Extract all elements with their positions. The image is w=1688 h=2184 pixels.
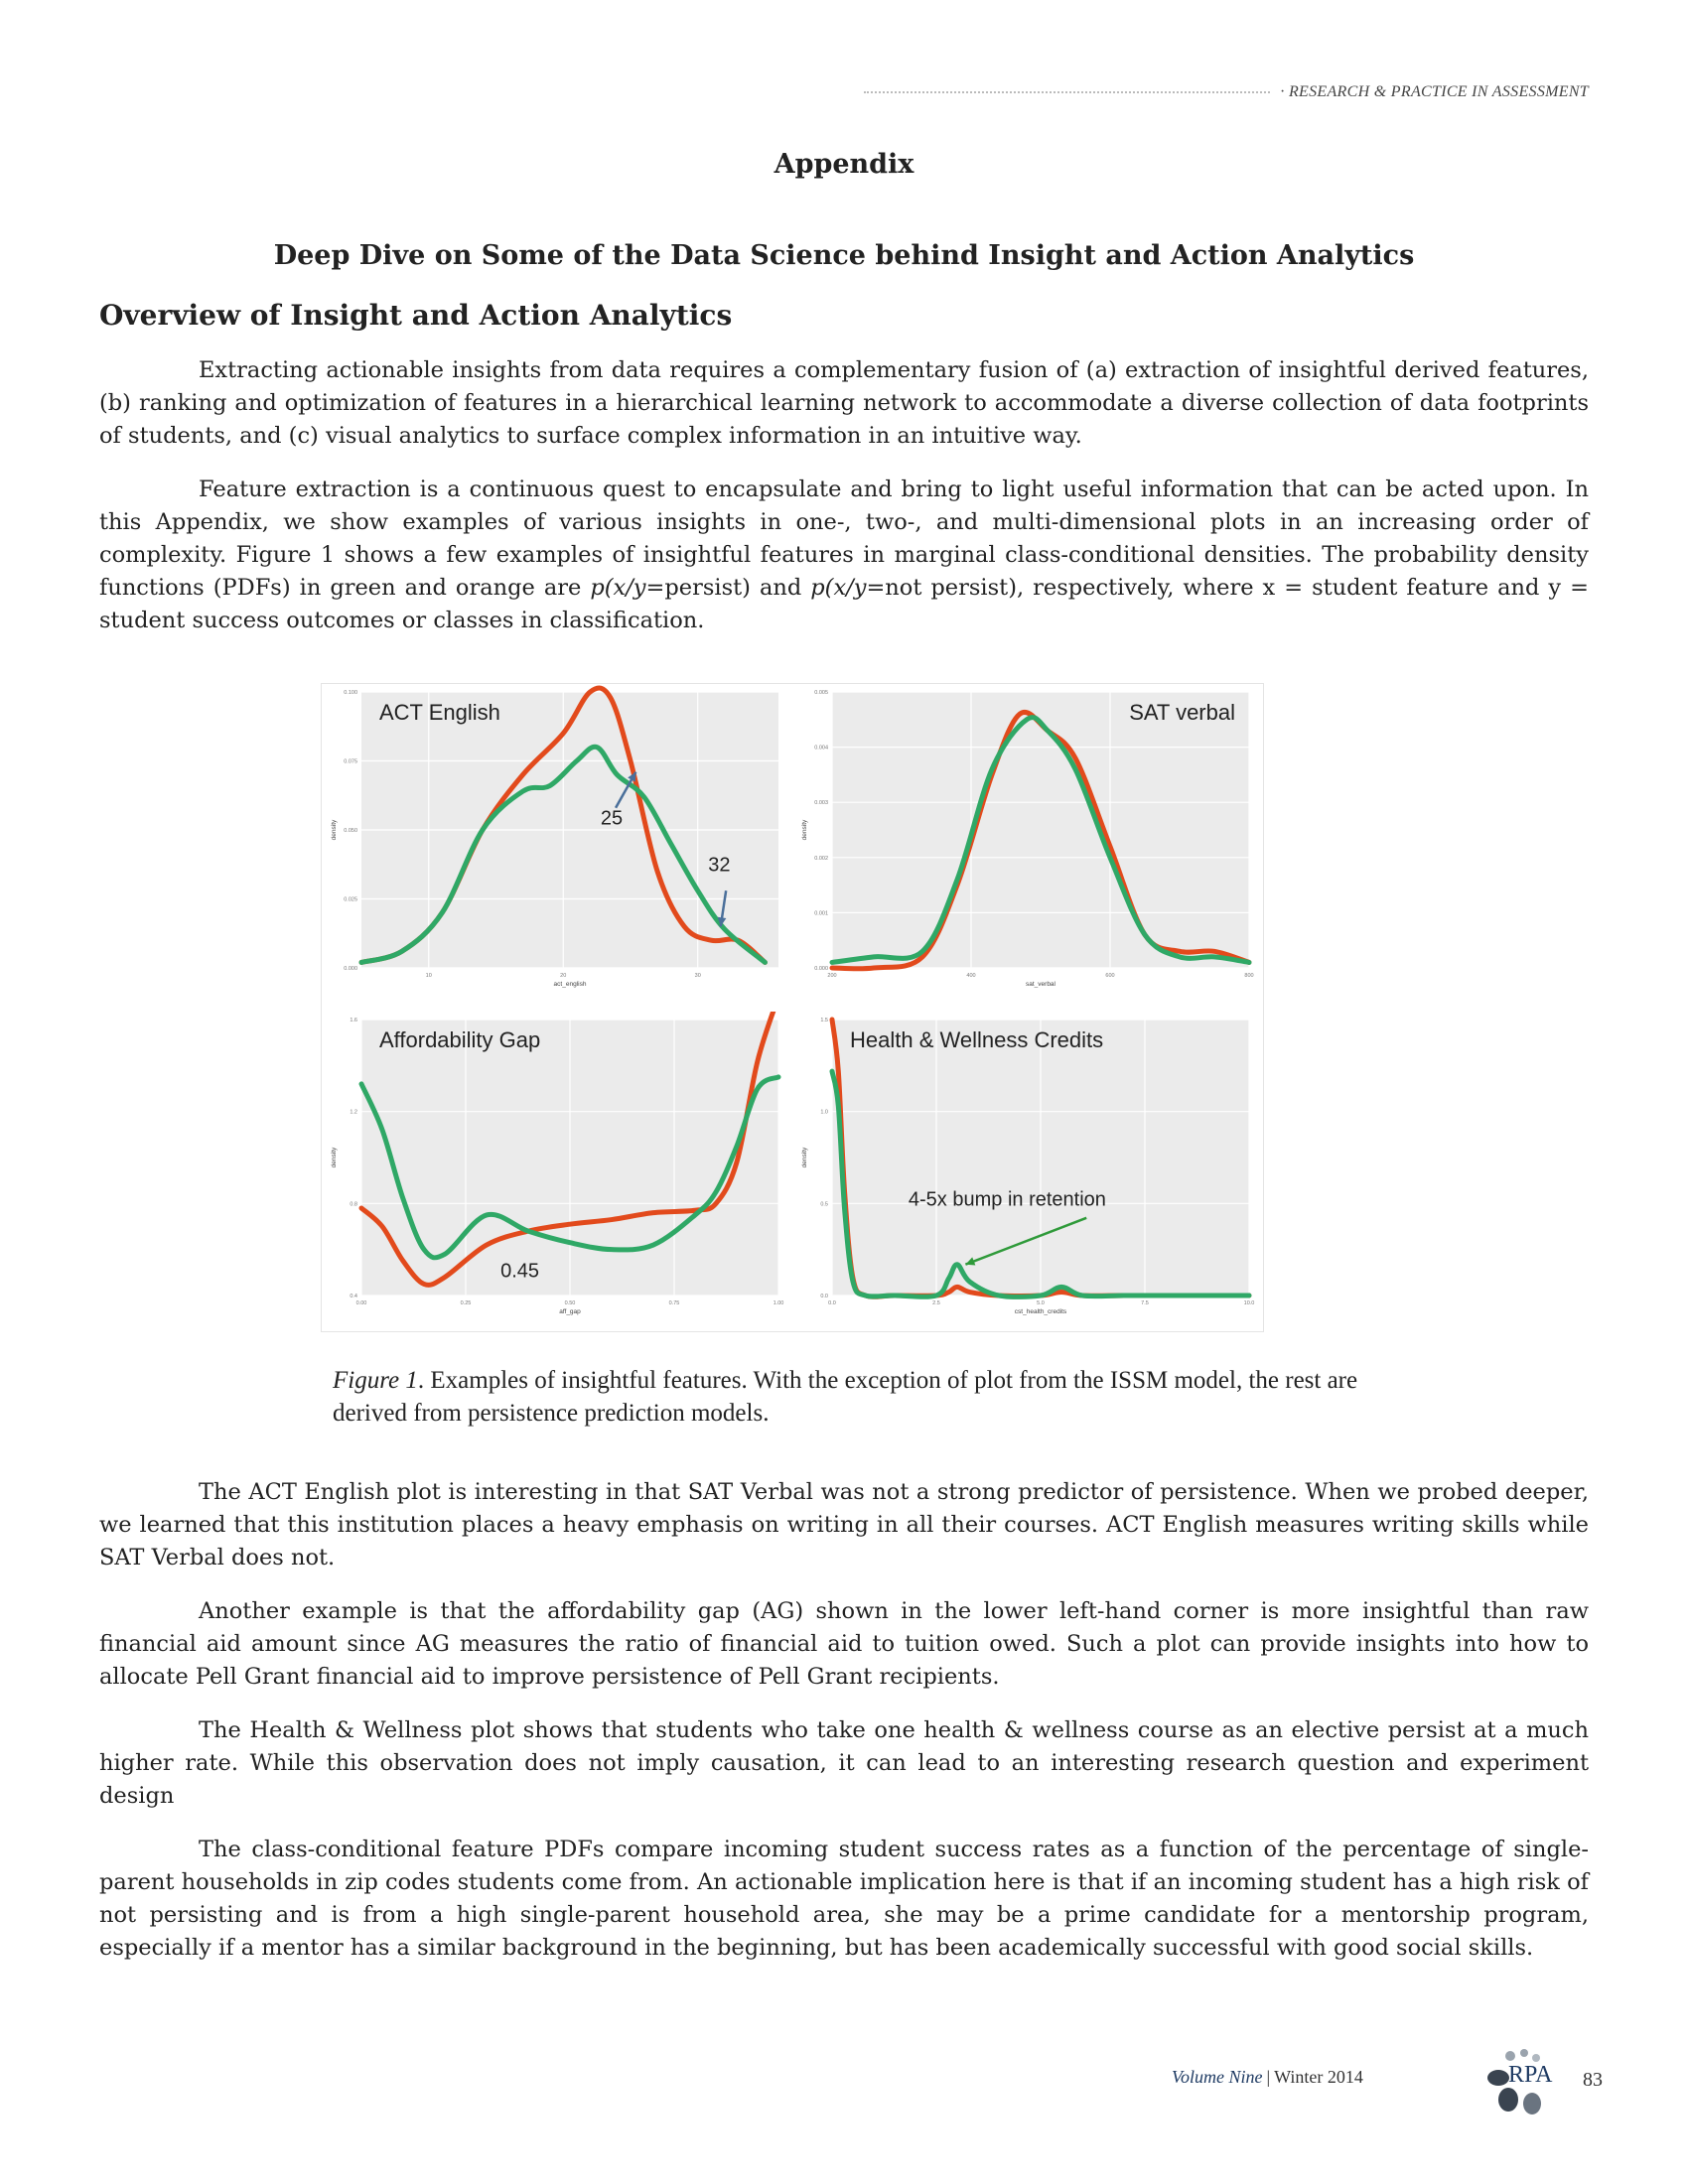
x-tick-label: 400 bbox=[966, 973, 976, 979]
paragraph-1: Extracting actionable insights from data requires a complementary fusion of (a) extraction of insightful derived features, (b) ranking and optimization of features in a hierarchical learning network to accommodate a diverse collection of data footprints of students, and (c) visual analytics to surface complex information in an intuitive way. bbox=[99, 357, 1589, 449]
x-tick-label: 600 bbox=[1105, 973, 1115, 979]
panel-title-health-wellness-credits: Health & Wellness Credits bbox=[850, 1027, 1104, 1052]
y-tick-label: 0.0 bbox=[820, 1294, 828, 1299]
paragraph-3: The ACT English plot is interesting in that SAT Verbal was not a strong predictor of persistence. When we probed deeper, we learned that this institution places a heavy emphasis on writing in all their courses. ACT English measures writing skills while SAT Verbal does not. bbox=[99, 1479, 1589, 1570]
x-tick-label: 800 bbox=[1244, 973, 1254, 979]
y-axis-label: density bbox=[331, 819, 338, 841]
figure-caption bbox=[333, 1364, 1425, 1430]
rpa-logo bbox=[1484, 2048, 1564, 2117]
chart-svg-health-wellness bbox=[792, 1012, 1263, 1327]
x-tick-label: 0.50 bbox=[564, 1300, 576, 1306]
annotation-label: 25 bbox=[600, 807, 624, 830]
y-tick-label: 0.004 bbox=[814, 745, 828, 751]
footer bbox=[1172, 2067, 1363, 2088]
x-tick-label: 10.0 bbox=[1243, 1300, 1255, 1306]
y-tick-label: 0.001 bbox=[814, 910, 828, 917]
x-axis-label: aff_gap bbox=[559, 1308, 581, 1315]
figure-1 bbox=[321, 683, 1264, 1332]
paragraph-6: The class-conditional feature PDFs compare incoming student success rates as a function of the percentage of single-parent households in zip codes students come from. An actionable implication here is that if an incoming student has a high risk of not persisting and is from a high single-parent household area, she may be a prime candidate for a mentorship program, especially if a mentor has a similar background in the beginning, but has been academically successful with good social skills. bbox=[99, 1837, 1589, 1961]
x-tick-label: 1.00 bbox=[773, 1300, 784, 1306]
panel-title-sat-verbal: SAT verbal bbox=[1129, 700, 1235, 725]
y-tick-label: 0.100 bbox=[344, 690, 357, 696]
logo-text: RPA bbox=[1508, 2062, 1553, 2088]
paragraph-2 bbox=[99, 474, 1589, 637]
footer-volume: Volume Nine bbox=[1172, 2067, 1263, 2087]
math-p-x-given-y-1: p(x/y bbox=[590, 575, 646, 601]
x-tick-label: 7.5 bbox=[1141, 1300, 1149, 1306]
y-tick-label: 0.050 bbox=[344, 828, 357, 834]
chart-panel-affordability-gap bbox=[322, 1012, 792, 1327]
appendix-title: Appendix bbox=[774, 149, 914, 180]
y-tick-label: 1.5 bbox=[820, 1018, 828, 1024]
math-p-x-given-y-2: p(x/y bbox=[810, 575, 867, 601]
running-head-text: · RESEARCH & PRACTICE IN ASSESSMENT bbox=[1280, 83, 1589, 100]
y-tick-label: 0.8 bbox=[350, 1201, 357, 1208]
chart-svg-act-english bbox=[322, 684, 792, 1000]
paragraph-5: The Health & Wellness plot shows that students who take one health & wellness course as an elective persist at a much higher rate. While this observation does not imply causation, it can lead to an interesting research question and experiment design bbox=[99, 1717, 1589, 1809]
x-axis-label: act_english bbox=[553, 981, 587, 988]
x-tick-label: 20 bbox=[560, 973, 567, 979]
y-tick-label: 1.6 bbox=[350, 1018, 357, 1024]
x-axis-label: cst_health_credits bbox=[1014, 1308, 1067, 1315]
footer-season: Winter 2014 bbox=[1274, 2067, 1363, 2087]
annotation-label: 0.45 bbox=[500, 1260, 540, 1283]
figure-caption-text: . Examples of insightful features. With the exception of plot from the ISSM model, the rest are derived from persistence prediction models. bbox=[333, 1367, 1358, 1427]
running-head bbox=[864, 83, 1589, 101]
x-tick-label: 2.5 bbox=[932, 1300, 940, 1306]
annotation-label: 4-5x bump in retention bbox=[908, 1188, 1106, 1211]
paragraph-2-text-a: Feature extraction is a continuous quest to encapsulate and bring to light useful information that can be acted upon. In this Appendix, we show examples of various insights in one-, two-, and multi-dimensional plots in an increasing order of complexity. Figure 1 shows a few examples of insightful features in marginal class-conditional densities. The probability density functions (PDFs) in green and orange are bbox=[99, 477, 1589, 601]
paragraph-2-text-b: =persist) and bbox=[645, 575, 811, 601]
x-tick-label: 0.0 bbox=[828, 1300, 836, 1306]
footer-separator: | bbox=[1266, 2067, 1271, 2087]
section-title: Deep Dive on Some of the Data Science behind Insight and Action Analytics bbox=[273, 240, 1415, 271]
figure-caption-label: Figure 1 bbox=[333, 1367, 418, 1394]
y-tick-label: 0.003 bbox=[814, 800, 828, 807]
y-tick-label: 0.4 bbox=[350, 1294, 357, 1299]
x-tick-label: 0.75 bbox=[668, 1300, 680, 1306]
paragraph-2-text-c: =not persist), respectively, where x = student feature and y = student success outcomes or classes in classification. bbox=[99, 575, 1589, 633]
y-tick-label: 0.075 bbox=[344, 758, 357, 765]
y-tick-label: 0.000 bbox=[814, 966, 828, 972]
chart-svg-sat-verbal bbox=[792, 684, 1263, 1000]
chart-panel-act-english bbox=[322, 684, 792, 1000]
paragraph-4: Another example is that the affordability gap (AG) shown in the lower left-hand corner is more insightful than raw financial aid amount since AG measures the ratio of financial aid to tuition owed. Such a plot can provide insights into how to allocate Pell Grant financial aid to improve persistence of Pell Grant recipients. bbox=[99, 1598, 1589, 1690]
annotation-label: 32 bbox=[708, 854, 731, 877]
x-tick-label: 30 bbox=[694, 973, 701, 979]
y-axis-label: density bbox=[801, 819, 808, 841]
chart-svg-affordability-gap bbox=[322, 1012, 792, 1327]
subsection-title: Overview of Insight and Action Analytics bbox=[99, 299, 733, 332]
y-axis-label: density bbox=[331, 1147, 338, 1168]
page-number: 83 bbox=[1583, 2069, 1603, 2091]
y-tick-label: 1.0 bbox=[820, 1109, 828, 1116]
x-tick-label: 10 bbox=[425, 973, 432, 979]
x-tick-label: 200 bbox=[827, 973, 837, 979]
y-tick-label: 1.2 bbox=[350, 1109, 357, 1116]
chart-panel-health-wellness bbox=[792, 1012, 1263, 1327]
x-tick-label: 0.00 bbox=[355, 1300, 367, 1306]
y-tick-label: 0.025 bbox=[344, 896, 357, 903]
x-axis-label: sat_verbal bbox=[1026, 981, 1055, 988]
plot-background-sat-verbal bbox=[832, 692, 1249, 968]
panel-title-affordability-gap: Affordability Gap bbox=[379, 1027, 541, 1052]
y-axis-label: density bbox=[801, 1147, 808, 1168]
chart-panel-sat-verbal bbox=[792, 684, 1263, 1000]
y-tick-label: 0.5 bbox=[820, 1201, 828, 1208]
y-tick-label: 0.002 bbox=[814, 855, 828, 862]
x-tick-label: 0.25 bbox=[460, 1300, 472, 1306]
panel-title-act-english: ACT English bbox=[379, 700, 500, 725]
y-tick-label: 0.005 bbox=[814, 690, 828, 696]
x-tick-label: 5.0 bbox=[1037, 1300, 1045, 1306]
y-tick-label: 0.000 bbox=[344, 966, 357, 972]
dotted-rule bbox=[864, 91, 1270, 93]
